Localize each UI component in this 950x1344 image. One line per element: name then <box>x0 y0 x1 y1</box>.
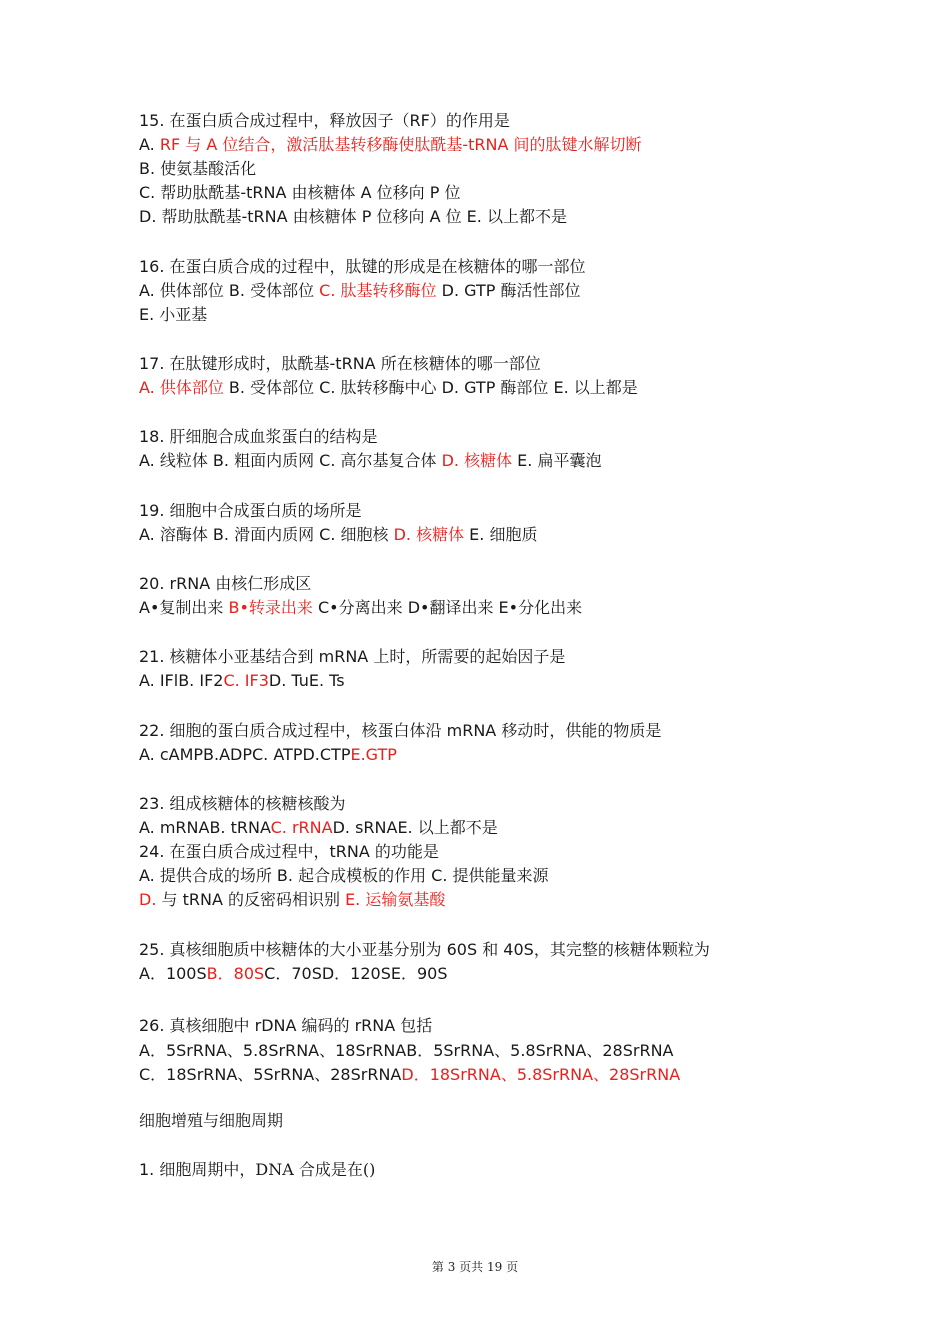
question-24-options-de: D. 与 tRNA 的反密码相识别 E. 运输氨基酸 <box>139 890 446 909</box>
question-22-stem: 22. 细胞的蛋白质合成过程中，核蛋白体沿 mRNA 移动时，供能的物质是 <box>139 721 662 740</box>
question-19-stem: 19. 细胞中合成蛋白质的场所是 <box>139 501 362 520</box>
question-26-options-cd: C．18SrRNA、5SrRNA、28SrRNAD．18SrRNA、5.8SrRNA、28SrRNA <box>139 1065 681 1084</box>
question-22-options: A. cAMPB.ADPC. ATPD.CTPE.GTP <box>139 745 397 764</box>
question-26-options-ab: A．5SrRNA、5.8SrRNA、18SrRNAB．5SrRNA、5.8SrRNA、28SrRNA <box>139 1041 674 1060</box>
next-section-question-1: 1. 细胞周期中，DNA 合成是在() <box>139 1160 376 1179</box>
question-17-stem: 17. 在肽键形成时，肽酰基-tRNA 所在核糖体的哪一部位 <box>139 354 541 373</box>
question-25-stem: 25. 真核细胞质中核糖体的大小亚基分别为 60S 和 40S，其完整的核糖体颗粒为 <box>139 940 710 959</box>
question-19-options: A. 溶酶体 B. 滑面内质网 C. 细胞核 D. 核糖体 E. 细胞质 <box>139 525 538 544</box>
page-footer: 第 3 页共 19 页 <box>431 1260 519 1274</box>
question-15-option-d-e: D. 帮助肽酰基-tRNA 由核糖体 P 位移向 A 位 E. 以上都不是 <box>139 207 567 226</box>
question-15-option-b: B. 使氨基酸活化 <box>139 159 257 178</box>
question-15-option-c: C. 帮助肽酰基-tRNA 由核糖体 A 位移向 P 位 <box>139 183 461 202</box>
question-15-option-a: A. RF 与 A 位结合，激活肽基转移酶使肽酰基-tRNA 间的肽键水解切断 <box>139 135 642 154</box>
question-16-stem: 16. 在蛋白质合成的过程中，肽键的形成是在核糖体的哪一部位 <box>139 257 586 276</box>
question-23-stem: 23. 组成核糖体的核糖核酸为 <box>139 794 346 813</box>
question-18-options: A. 线粒体 B. 粗面内质网 C. 高尔基复合体 D. 核糖体 E. 扁平囊泡 <box>139 451 602 470</box>
question-18-stem: 18. 肝细胞合成血浆蛋白的结构是 <box>139 427 378 446</box>
question-21-options: A. IFlB. IF2C. IF3D. TuE. Ts <box>139 671 345 690</box>
question-24-stem: 24. 在蛋白质合成过程中，tRNA 的功能是 <box>139 842 439 861</box>
question-16-option-e: E. 小亚基 <box>139 305 208 324</box>
question-23-options: A. mRNAB. tRNAC. rRNAD. sRNAE. 以上都不是 <box>139 818 498 837</box>
question-16-options: A. 供体部位 B. 受体部位 C. 肽基转移酶位 D. GTP 酶活性部位 <box>139 281 581 300</box>
question-20-options: A•复制出来 B•转录出来 C•分离出来 D•翻译出来 E•分化出来 <box>139 598 583 617</box>
question-15-stem: 15. 在蛋白质合成过程中，释放因子（RF）的作用是 <box>139 111 510 130</box>
section-heading: 细胞增殖与细胞周期 <box>139 1111 284 1130</box>
question-21-stem: 21. 核糖体小亚基结合到 mRNA 上时，所需要的起始因子是 <box>139 647 566 666</box>
question-24-options-abc: A. 提供合成的场所 B. 起合成模板的作用 C. 提供能量来源 <box>139 866 549 885</box>
question-26-stem: 26. 真核细胞中 rDNA 编码的 rRNA 包括 <box>139 1016 433 1035</box>
question-20-stem: 20. rRNA 由核仁形成区 <box>139 574 312 593</box>
question-17-options: A. 供体部位 B. 受体部位 C. 肽转移酶中心 D. GTP 酶部位 E. 以上都是 <box>139 378 638 397</box>
question-25-options: A．100SB．80SC．70SD．120SE．90S <box>139 964 448 983</box>
